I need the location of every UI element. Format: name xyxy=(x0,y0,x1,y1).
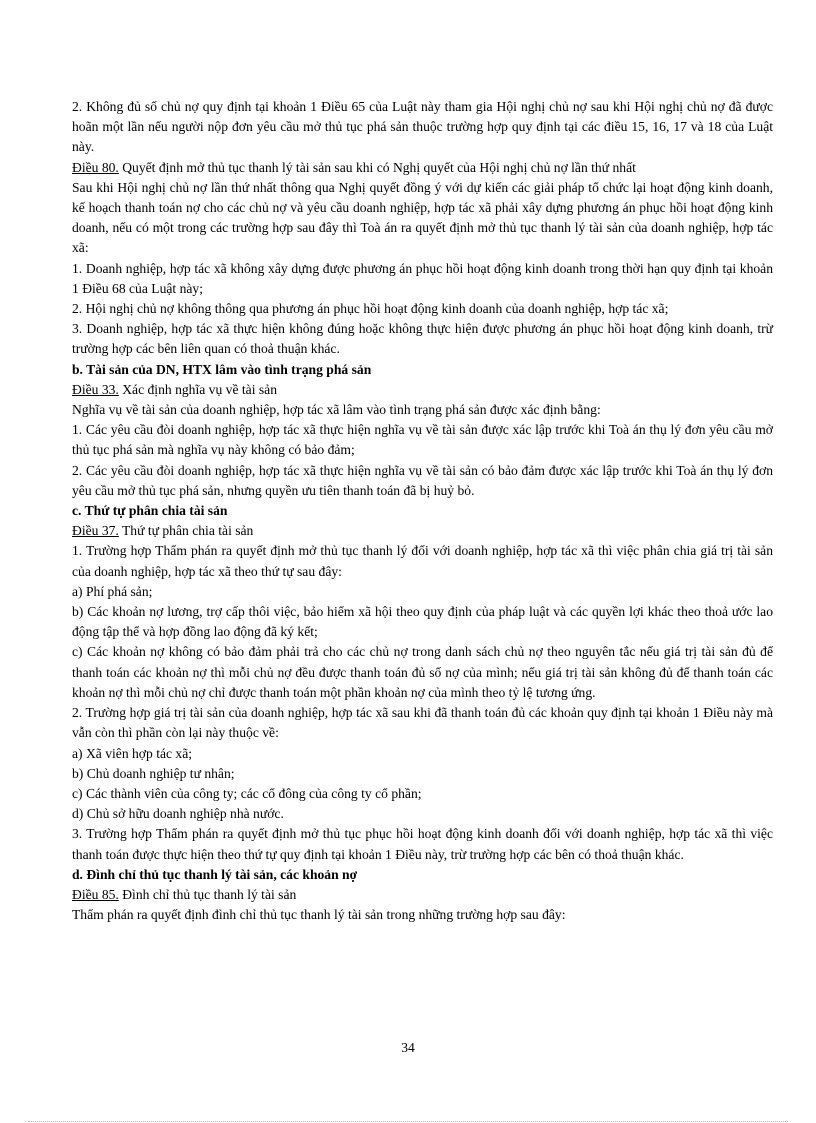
article-title: Đình chỉ thủ tục thanh lý tài sản xyxy=(118,886,297,902)
body-paragraph: 1. Doanh nghiệp, hợp tác xã không xây dựng được phương án phục hồi hoạt động kinh doanh trong thời hạn quy định tại khoản 1 Điều 68 của Luật này; xyxy=(72,260,773,296)
body-paragraph: 2. Không đủ số chủ nợ quy định tại khoản 1 Điều 65 của Luật này tham gia Hội nghị chủ nợ sau khi Hội nghị chủ nợ đã được hoãn một lần nếu người nộp đơn yêu cầu mở thủ tục phá sản thuộc trường hợp quy định tại các điều 15, 16, 17 và 18 của Luật này. xyxy=(72,99,773,155)
article-title: Thứ tự phân chia tài sản xyxy=(118,523,254,539)
article-title: Quyết định mở thủ tục thanh lý tài sản sau khi có Nghị quyết của Hội nghị chủ nợ lần thứ nhất xyxy=(118,159,636,175)
body-paragraph: Sau khi Hội nghị chủ nợ lần thứ nhất thông qua Nghị quyết đồng ý với dự kiến các giải pháp tổ chức lại hoạt động kinh doanh, kế hoạch thanh toán nợ cho các chủ nợ và yêu cầu doanh nghiệp, hợp tác xã phải xây dựng phương án phục hồi hoạt động kinh doanh, nếu có một trong các trường hợp sau đây thì Toà án ra quyết định mở thủ tục thanh lý tài sản của doanh nghiệp, hợp tác xã: xyxy=(72,179,773,256)
body-paragraph: c) Các khoản nợ không có bảo đảm phải trả cho các chủ nợ trong danh sách chủ nợ theo nguyên tắc nếu giá trị tài sản đủ để thanh toán các khoản nợ thì mỗi chủ nợ đều được thanh toán đủ số nợ của mình; nếu giá trị tài sản không đủ để thanh toán các khoản nợ thì mỗi chủ nợ chỉ được thanh toán một phần khoản nợ của mình theo tỷ lệ tương ứng. xyxy=(72,644,773,700)
page-bottom-rule xyxy=(28,1121,788,1122)
body-paragraph: d) Chủ sở hữu doanh nghiệp nhà nước. xyxy=(72,806,284,822)
body-paragraph: 2. Trường hợp giá trị tài sản của doanh nghiệp, hợp tác xã sau khi đã thanh toán đủ các khoản quy định tại khoản 1 Điều này mà vẫn còn thì phần còn lại này thuộc về: xyxy=(72,705,773,741)
body-paragraph: c) Các thành viên của công ty; các cổ đông của công ty cổ phần; xyxy=(72,785,422,801)
body-paragraph: a) Xã viên hợp tác xã; xyxy=(72,745,193,761)
article-heading xyxy=(72,521,773,541)
section-heading: d. Đình chỉ thủ tục thanh lý tài sản, các khoản nợ xyxy=(72,866,358,882)
body-paragraph: a) Phí phá sản; xyxy=(72,583,153,599)
article-number: Điều 85. xyxy=(72,886,119,902)
body-paragraph: Thẩm phán ra quyết định đình chỉ thủ tục thanh lý tài sản trong những trường hợp sau đây: xyxy=(72,907,566,923)
section-heading: b. Tài sản của DN, HTX lâm vào tình trạng phá sản xyxy=(72,361,372,377)
article-heading xyxy=(72,380,773,400)
body-paragraph: 1. Trường hợp Thẩm phán ra quyết định mở thủ tục thanh lý đối với doanh nghiệp, hợp tác xã thì việc phân chia giá trị tài sản của doanh nghiệp, hợp tác xã theo thứ tự sau đây: xyxy=(72,543,773,579)
section-heading: c. Thứ tự phân chia tài sản xyxy=(72,503,228,519)
article-heading xyxy=(72,885,773,905)
page-number: 34 xyxy=(401,1040,415,1055)
article-title: Xác định nghĩa vụ về tài sản xyxy=(118,381,278,397)
body-paragraph: 2. Hội nghị chủ nợ không thông qua phương án phục hồi hoạt động kinh doanh của doanh nghiệp, hợp tác xã; xyxy=(72,301,669,317)
body-paragraph: b) Các khoản nợ lương, trợ cấp thôi việc, bảo hiểm xã hội theo quy định của pháp luật và các quyền lợi khác theo thoả ước lao động tập thể và hợp đồng lao động đã ký kết; xyxy=(72,604,773,640)
body-paragraph: 1. Các yêu cầu đòi doanh nghiệp, hợp tác xã thực hiện nghĩa vụ về tài sản được xác lập trước khi Toà án thụ lý đơn yêu cầu mở thủ tục phá sản mà nghĩa vụ này không có bảo đảm; xyxy=(72,422,773,458)
document-body xyxy=(72,97,773,925)
body-paragraph: Nghĩa vụ về tài sản của doanh nghiệp, hợp tác xã lâm vào tình trạng phá sản được xác định bằng: xyxy=(72,402,601,418)
article-number: Điều 37. xyxy=(72,523,119,539)
article-heading xyxy=(72,158,773,178)
article-number: Điều 80. xyxy=(72,159,119,175)
body-paragraph: b) Chủ doanh nghiệp tư nhân; xyxy=(72,765,235,781)
body-paragraph: 2. Các yêu cầu đòi doanh nghiệp, hợp tác xã thực hiện nghĩa vụ về tài sản có bảo đảm được xác lập trước khi Toà án thụ lý đơn yêu cầu mở thủ tục phá sản, nhưng quyền ưu tiên thanh toán đã bị huỷ bỏ. xyxy=(72,462,773,498)
body-paragraph: 3. Doanh nghiệp, hợp tác xã thực hiện không đúng hoặc không thực hiện được phương án phục hồi hoạt động kinh doanh, trừ trường hợp các bên liên quan có thoả thuận khác. xyxy=(72,321,773,357)
article-number: Điều 33. xyxy=(72,381,119,397)
body-paragraph: 3. Trường hợp Thẩm phán ra quyết định mở thủ tục phục hồi hoạt động kinh doanh đối với doanh nghiệp, hợp tác xã thì việc thanh toán được thực hiện theo thứ tự quy định tại khoản 1 Điều này, trừ trường hợp các bên có thoả thuận khác. xyxy=(72,826,773,862)
